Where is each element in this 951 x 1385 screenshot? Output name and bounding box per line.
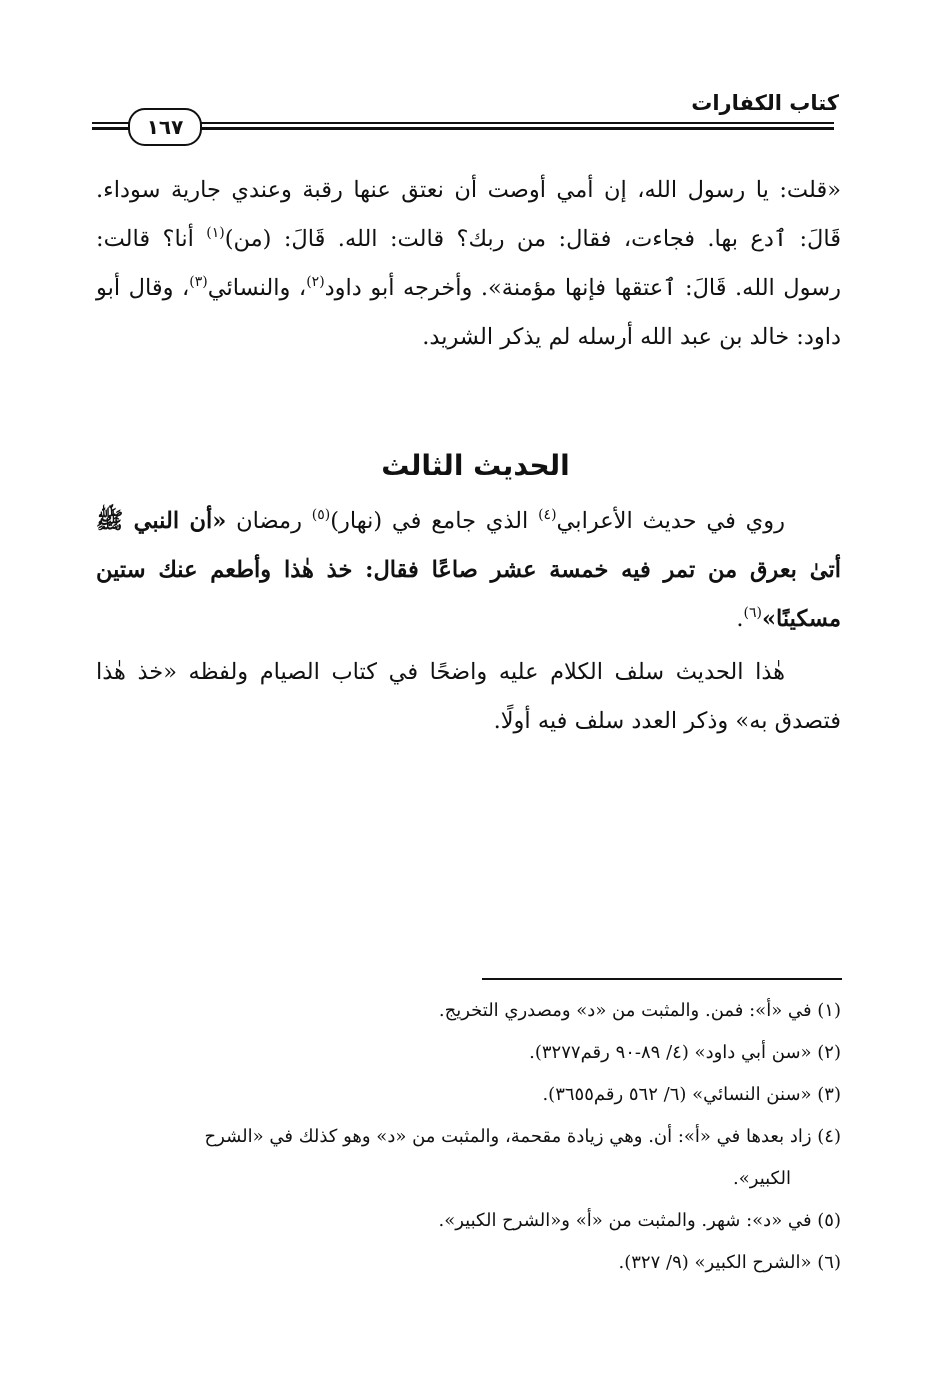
header-rule-thick — [92, 127, 834, 130]
paragraph-1 — [96, 166, 841, 362]
paragraph-2-text-a: روي في حديث الأعرابي — [556, 508, 785, 534]
footnotes — [96, 990, 841, 1284]
footnote-3: (٣) «سنن النسائي» (٦/ ٥٦٢ رقم٣٦٥٥). — [542, 1084, 841, 1105]
footnote-ref-6: (٦) — [743, 605, 762, 621]
paragraph-3-text: هٰذا الحديث سلف الكلام عليه واضحًا في كتاب الصيام ولفظه «خذ هٰذا فتصدق به» وذكر العدد سلف فيه أولًا. — [96, 659, 841, 734]
footnote-5: (٥) في «د»: شهر. والمثبت من «أ» و«الشرح الكبير». — [438, 1210, 841, 1231]
footnote-1: (١) في «أ»: فمن. والمثبت من «د» ومصدري التخريج. — [438, 1000, 841, 1021]
footnote-6: (٦) «الشرح الكبير» (٩/ ٣٢٧). — [618, 1252, 841, 1273]
footnote-separator — [482, 978, 842, 980]
paragraph-1-text-b: أنا؟ قالت: رسول الله. قَالَ: ٱعتقها فإنها مؤمنة». وأخرجه أبو داود — [96, 226, 841, 301]
footnote-ref-4: (٤) — [538, 507, 557, 523]
footnote-2: (٢) «سن أبي داود» (٤/ ٨٩-٩٠ رقم٣٢٧٧). — [529, 1042, 841, 1063]
paragraph-2-text-b: الذي جامع في (نهار) — [330, 508, 539, 534]
section-heading: الحديث الثالث — [381, 449, 570, 482]
paragraph-1-text-a: «قلت: يا رسول الله، إن أمي أوصت أن نعتق عنها رقبة وعندي جارية سوداء. قَالَ: ٱدع بها. فجاءت، فقال: من ربك؟ قالت: الله. قَالَ: (من) — [96, 177, 841, 252]
paragraph-1-text-d: ، وقال أبو داود: خالد بن عبد الله أرسله لم يذكر الشريد. — [96, 275, 841, 350]
footnote-4: (٤) زاد بعدها في «أ»: أن. وهي زيادة مقحمة، والمثبت من «د» وهو كذلك في «الشرح — [204, 1126, 841, 1147]
footnote-4-continuation: الكبير». — [733, 1168, 791, 1189]
hadith-quote: «أن النبي ﷺ أتىٰ بعرق من تمر فيه خمسة عشر صاعًا فقال: خذ هٰذا وأطعم عنك ستين مسكينًا» — [96, 508, 841, 632]
footnote-ref-2: (٢) — [306, 274, 325, 290]
paragraph-2-text-d: . — [736, 606, 744, 632]
header-rule-thin — [92, 122, 834, 124]
paragraph-1-text-c: ، والنسائي — [207, 275, 307, 301]
paragraph-3 — [96, 648, 841, 746]
footnote-ref-3: (٣) — [189, 274, 208, 290]
footnote-ref-5: (٥) — [311, 507, 331, 523]
running-header-title: كتاب الكفارات — [691, 91, 839, 115]
paragraph-2 — [96, 497, 841, 644]
page-number: ١٦٧ — [128, 108, 202, 146]
footnote-ref-1: (١) — [206, 225, 225, 241]
paragraph-2-text-c: رمضان — [226, 508, 312, 534]
